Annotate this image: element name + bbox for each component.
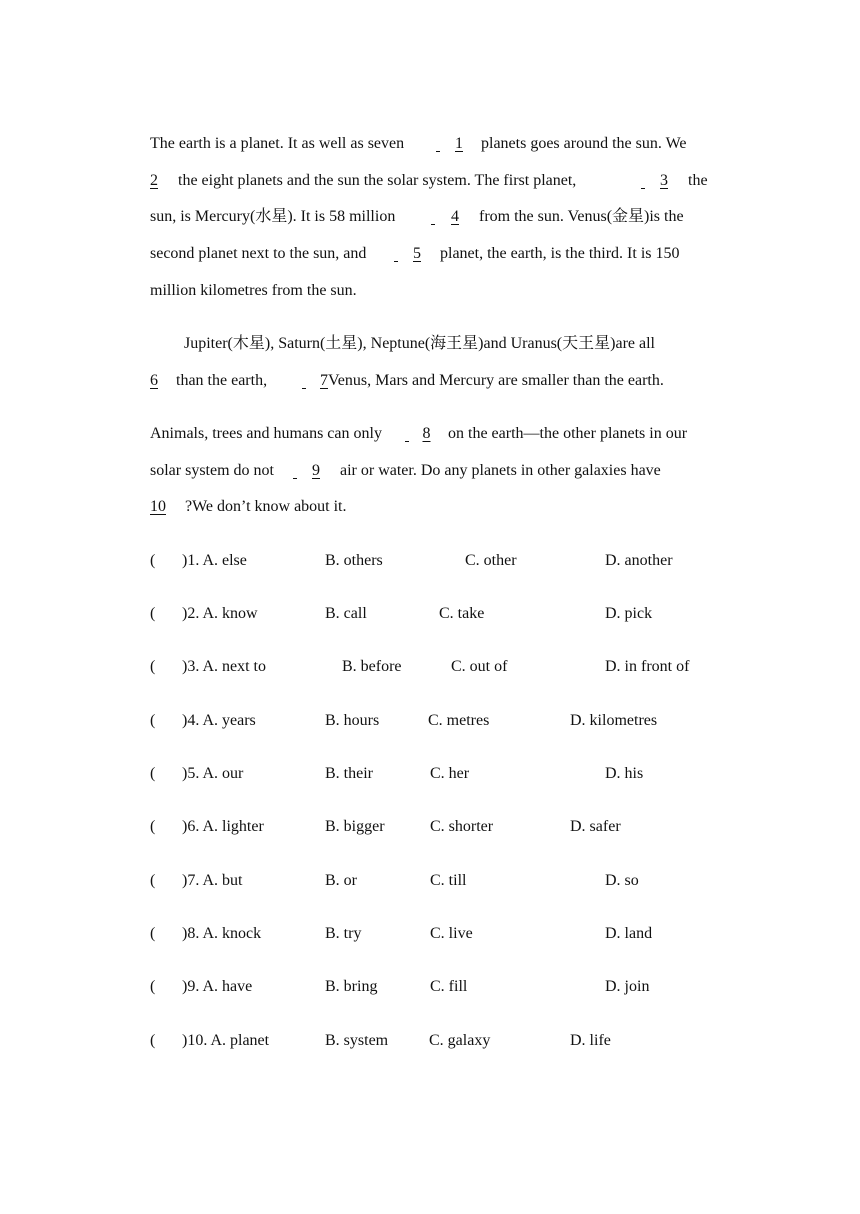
option-c: C. galaxy: [429, 1032, 491, 1049]
blank-5: 5: [413, 245, 421, 262]
option-d: D. land: [605, 925, 653, 942]
passage-text: second planet next to the sun, and: [150, 245, 367, 262]
answer-paren: (: [150, 605, 156, 622]
option-d: D. life: [570, 1032, 611, 1049]
option-b: B. or: [325, 872, 357, 889]
option-c: C. take: [439, 605, 485, 622]
question-stem: )10. A. planet: [182, 1032, 270, 1049]
passage-text: planets goes around the sun. We: [481, 135, 687, 152]
blank-8: 8: [422, 425, 431, 442]
answer-paren: (: [150, 765, 156, 782]
option-d: D. kilometres: [570, 712, 658, 729]
question-row: [150, 655, 710, 679]
option-d: D. join: [605, 978, 650, 995]
passage-text: air or water. Do any planets in other galaxies have: [340, 462, 661, 479]
option-b: B. their: [325, 765, 373, 782]
option-b: B. system: [325, 1032, 389, 1049]
passage-text: than the earth,: [176, 372, 268, 389]
question-row: [150, 869, 710, 893]
option-c: C. out of: [451, 658, 508, 675]
passage-text: on the earth—the other planets in our: [448, 425, 688, 442]
question-row: [150, 922, 710, 946]
passage-text: the eight planets and the sun the solar system. The first planet,: [178, 172, 577, 189]
question-stem: )6. A. lighter: [182, 818, 264, 835]
passage-line-5: [150, 279, 710, 303]
option-c: C. metres: [428, 712, 490, 729]
blank-7: 7: [320, 372, 328, 389]
question-stem: )3. A. next to: [182, 658, 266, 675]
answer-paren: (: [150, 658, 156, 675]
option-b: B. hours: [325, 712, 380, 729]
question-stem: )2. A. know: [182, 605, 258, 622]
option-b: B. call: [325, 605, 367, 622]
passage-line-10: [150, 495, 710, 519]
passage-text: the: [688, 172, 708, 189]
passage-text: planet, the earth, is the third. It is 150: [440, 245, 680, 262]
option-c: C. live: [430, 925, 473, 942]
question-stem: )1. A. else: [182, 552, 247, 569]
answer-paren: (: [150, 872, 156, 889]
option-b: B. bigger: [325, 818, 385, 835]
question-stem: )5. A. our: [182, 765, 244, 782]
option-d: D. his: [605, 765, 644, 782]
passage-line-3: [150, 205, 710, 229]
option-d: D. pick: [605, 605, 653, 622]
answer-paren: (: [150, 978, 156, 995]
answer-paren: (: [150, 712, 156, 729]
passage-text: ?We don’t know about it.: [185, 498, 347, 515]
option-c: C. till: [430, 872, 467, 889]
option-b: B. bring: [325, 978, 378, 995]
question-stem: )7. A. but: [182, 872, 243, 889]
passage-text: Animals, trees and humans can only: [150, 425, 382, 442]
blank-4: 4: [451, 208, 459, 225]
option-d: D. safer: [570, 818, 621, 835]
answer-paren: (: [150, 552, 156, 569]
passage-line-2: [150, 169, 710, 193]
passage-line-4: [150, 242, 710, 266]
passage-line-7: [150, 369, 710, 393]
option-c: C. other: [465, 552, 517, 569]
question-row: [150, 709, 710, 733]
option-d: D. so: [605, 872, 639, 889]
question-stem: )8. A. knock: [182, 925, 262, 942]
option-d: D. in front of: [605, 658, 690, 675]
blank-6: 6: [150, 372, 158, 389]
passage-text: from the sun. Venus(金星)is the: [479, 208, 684, 225]
answer-paren: (: [150, 1032, 156, 1049]
blank-3: 3: [660, 172, 668, 189]
passage-text: sun, is Mercury(水星). It is 58 million: [150, 208, 396, 225]
passage-text: Jupiter(木星), Saturn(土星), Neptune(海王星)and Uranus(天王星)are all: [184, 335, 655, 352]
option-b: B. before: [342, 658, 402, 675]
option-c: C. fill: [430, 978, 468, 995]
blank-10: 10: [150, 498, 166, 515]
answer-paren: (: [150, 818, 156, 835]
option-c: C. shorter: [430, 818, 494, 835]
passage-text: solar system do not: [150, 462, 274, 479]
question-row: [150, 815, 710, 839]
passage-text: million kilometres from the sun.: [150, 282, 357, 299]
passage-text: Venus, Mars and Mercury are smaller than the earth.: [328, 372, 664, 389]
blank-2: 2: [150, 172, 158, 189]
answer-paren: (: [150, 925, 156, 942]
question-stem: )9. A. have: [182, 978, 253, 995]
passage-line-6: [150, 332, 710, 356]
question-row: [150, 602, 710, 626]
option-b: B. others: [325, 552, 383, 569]
option-b: B. try: [325, 925, 362, 942]
passage-line-9: [150, 459, 710, 483]
option-d: D. another: [605, 552, 673, 569]
question-row: [150, 762, 710, 786]
passage-text: The earth is a planet. It as well as seven: [150, 135, 405, 152]
question-row: [150, 975, 710, 999]
question-stem: )4. A. years: [182, 712, 256, 729]
blank-9: 9: [312, 462, 320, 479]
passage-line-8: [150, 422, 710, 446]
passage-line-1: [150, 132, 710, 156]
question-row: [150, 1029, 710, 1053]
option-c: C. her: [430, 765, 470, 782]
question-row: [150, 549, 710, 573]
blank-1: 1: [455, 135, 463, 152]
